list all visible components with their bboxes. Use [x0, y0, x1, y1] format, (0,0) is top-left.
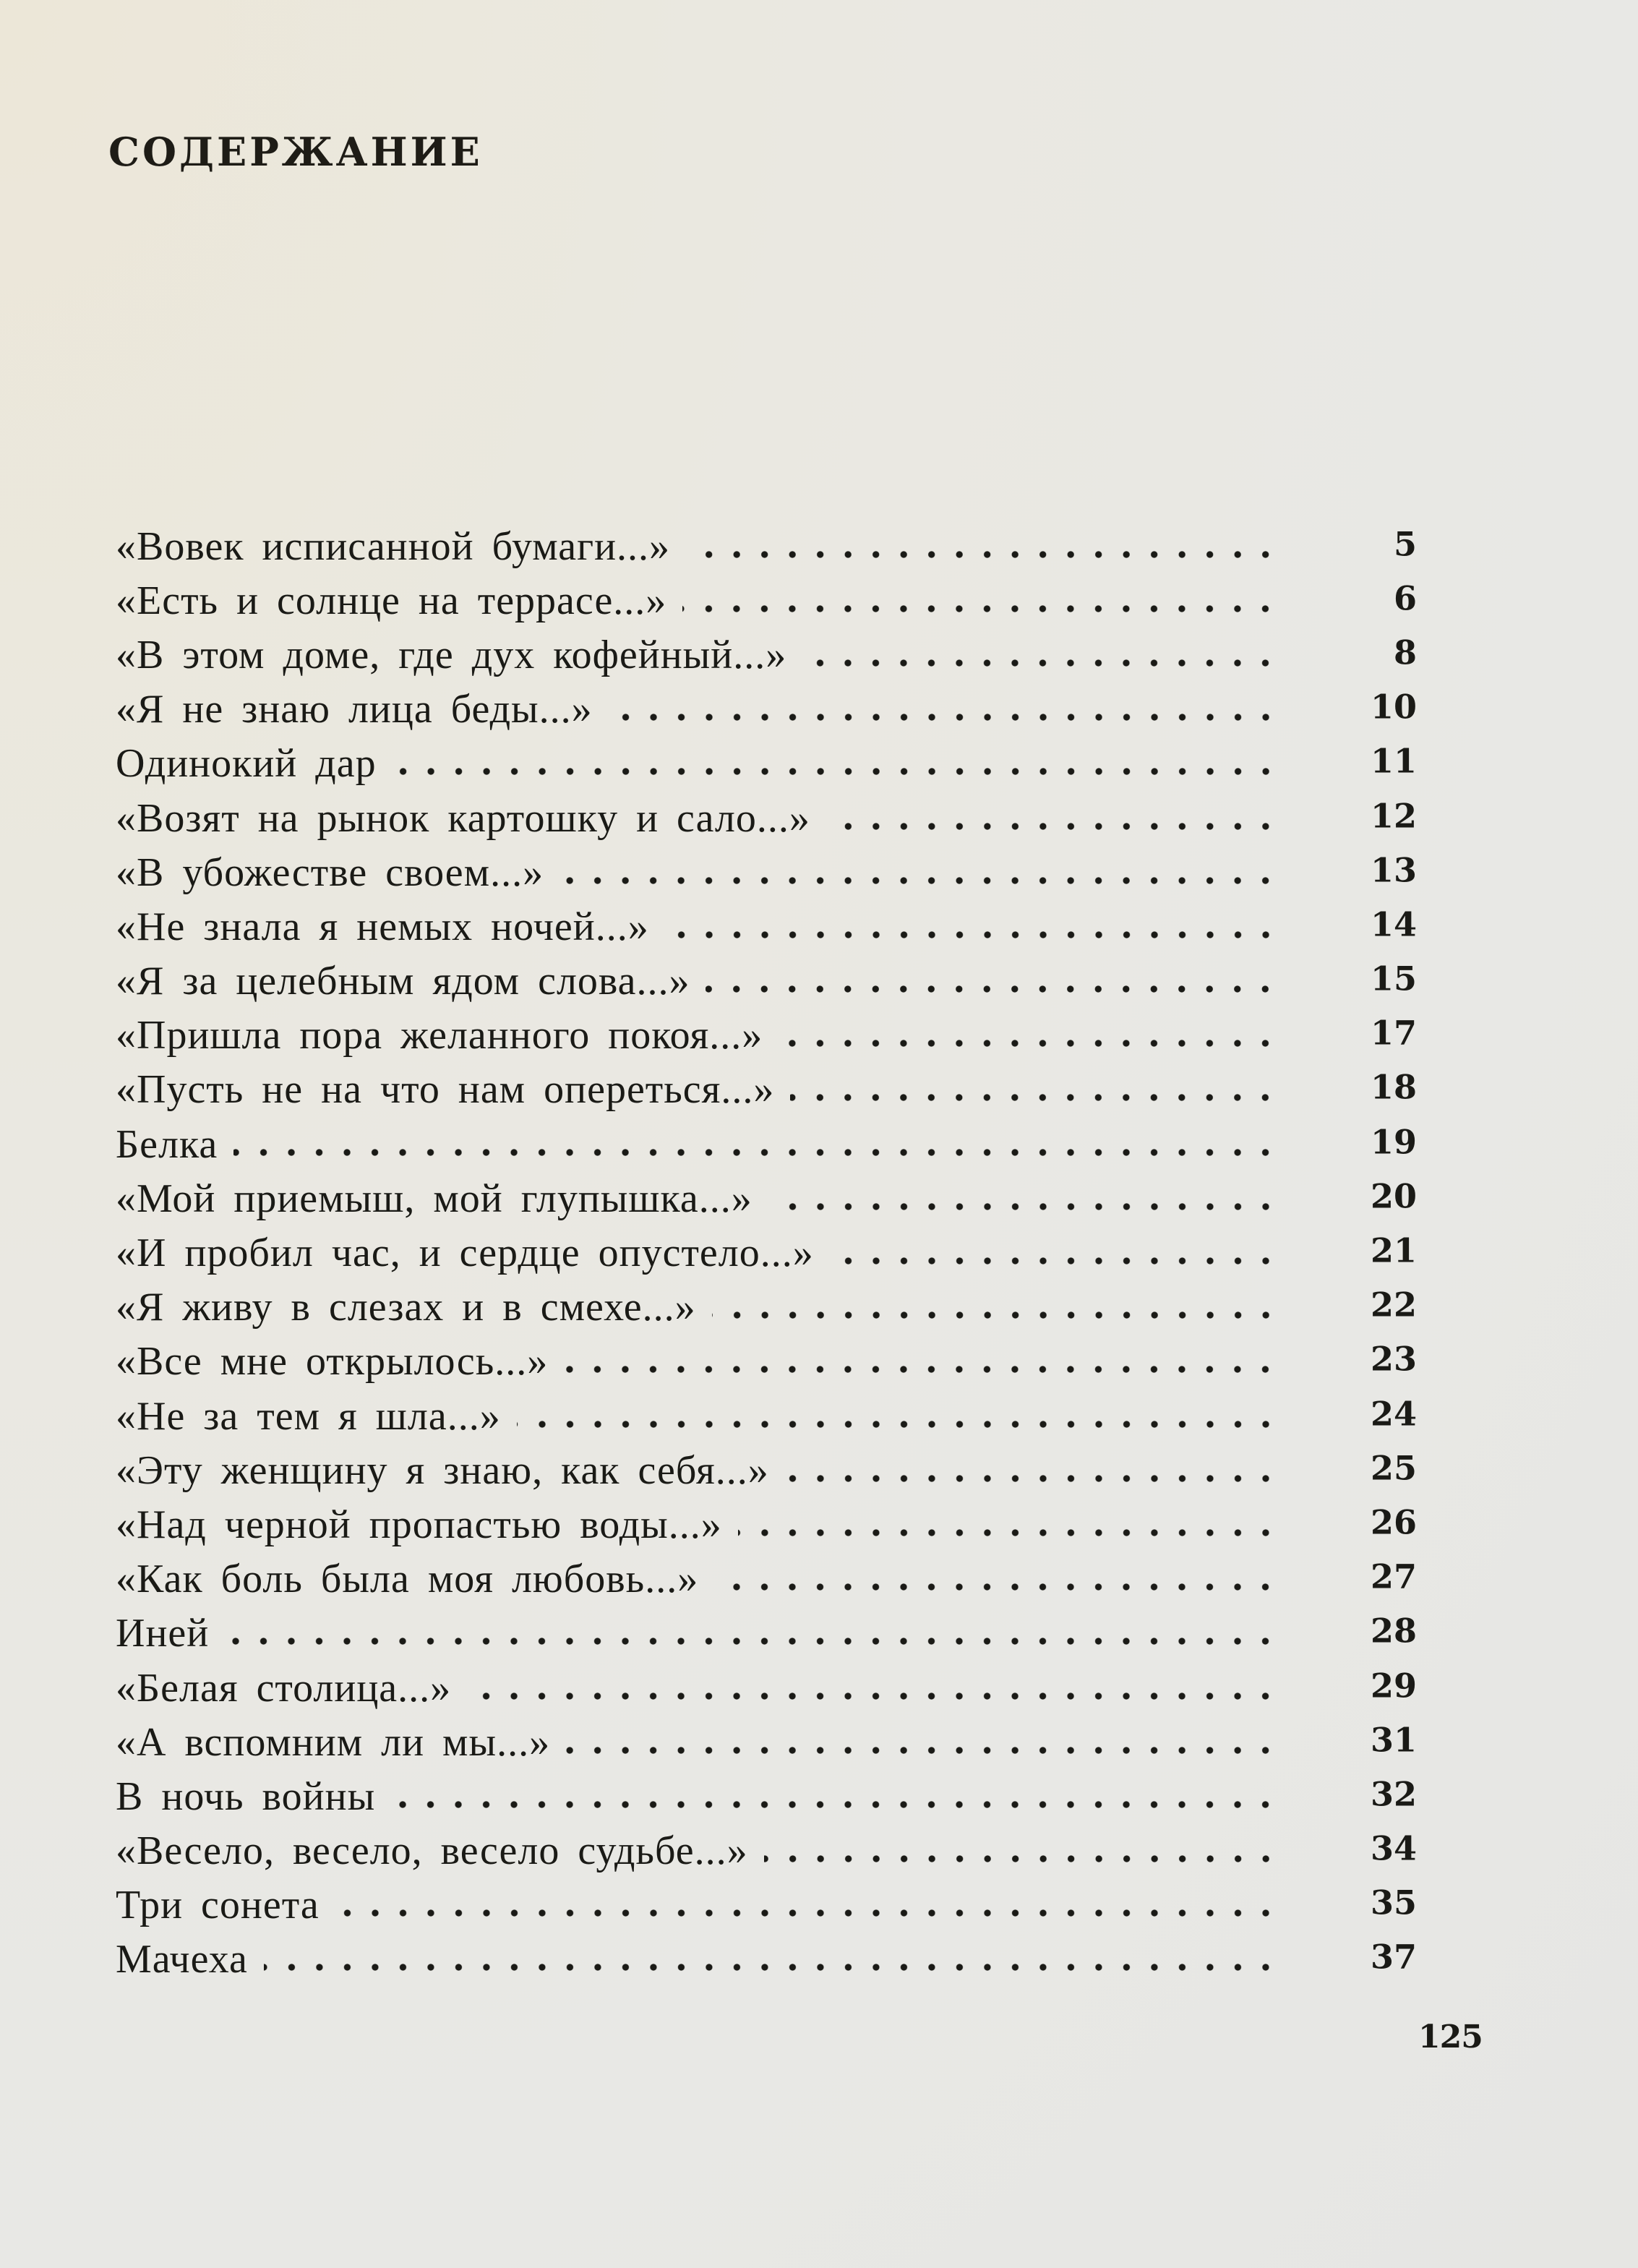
toc-entry[interactable]	[116, 1389, 1417, 1443]
toc-entry-page-number: 27	[1370, 1557, 1417, 1596]
dot-leader	[714, 1582, 1279, 1592]
toc-entry-page-number: 34	[1370, 1828, 1417, 1868]
dot-leader	[564, 1364, 1279, 1374]
toc-entry-title: «В этом доме, где дух кофейный...»	[116, 632, 787, 677]
toc-entry[interactable]	[116, 1443, 1417, 1497]
dot-leader	[335, 1908, 1279, 1918]
toc-entry-title-wrap	[116, 1939, 248, 1980]
toc-entry-page-number: 13	[1370, 850, 1417, 890]
dot-leader	[391, 1800, 1279, 1810]
toc-entry-title-wrap	[116, 1611, 210, 1656]
toc-entry-title: Белка	[116, 1121, 218, 1167]
toc-entry[interactable]	[116, 1606, 1417, 1661]
toc-entry[interactable]	[116, 1335, 1417, 1389]
toc-entry[interactable]	[116, 1878, 1417, 1933]
toc-entry-page-number: 5	[1393, 523, 1417, 563]
toc-entry-title: «Как боль была моя любовь...»	[116, 1557, 699, 1602]
toc-entry-title-wrap	[116, 1015, 763, 1056]
toc-entry-page-number: 32	[1370, 1774, 1417, 1814]
toc-entry-title-wrap	[116, 1339, 549, 1385]
toc-entry[interactable]	[116, 1661, 1417, 1715]
toc-entry-title: В ночь войны	[116, 1773, 376, 1819]
dot-leader	[768, 1202, 1279, 1212]
dot-leader	[233, 1147, 1279, 1157]
toc-entry-page-number: 37	[1370, 1937, 1417, 1977]
dot-leader	[559, 876, 1279, 886]
toc-entry-page-number: 8	[1393, 633, 1417, 672]
dot-leader	[738, 1528, 1279, 1538]
toc-entry-title: «Весело, весело, весело судьбе...»	[116, 1828, 748, 1874]
toc-entry[interactable]	[116, 954, 1417, 1009]
toc-entry-title: Иней	[116, 1611, 210, 1656]
toc-entry-page-number: 23	[1370, 1339, 1417, 1379]
dot-leader	[682, 604, 1279, 614]
toc-entry-title-wrap	[116, 1828, 748, 1874]
dot-leader	[706, 984, 1279, 994]
toc-entry-page-number: 11	[1370, 741, 1417, 781]
page-folio-number: 125	[1418, 2019, 1483, 2055]
toc-entry-title-wrap	[116, 1773, 376, 1819]
toc-entry-page-number: 15	[1370, 959, 1417, 998]
toc-entry-title: «Пришла пора желанного покоя...»	[116, 1013, 763, 1058]
toc-entry-title-wrap	[116, 904, 649, 949]
toc-entry-title: «Не за тем я шла...»	[116, 1393, 501, 1439]
toc-entry[interactable]	[116, 682, 1417, 737]
toc-entry-page-number: 17	[1370, 1013, 1417, 1053]
toc-entry-title-wrap	[116, 1231, 814, 1276]
toc-entry-page-number: 28	[1370, 1611, 1417, 1651]
toc-entry-page-number: 25	[1370, 1448, 1417, 1488]
toc-entry-title: Мачеха	[116, 1937, 248, 1982]
toc-entry-title-wrap	[116, 741, 377, 787]
toc-entry-page-number: 6	[1393, 578, 1417, 618]
toc-entry-title: «В убожестве своем...»	[116, 850, 544, 895]
toc-entry-title: «Пусть не на что нам опереться...»	[116, 1067, 775, 1113]
toc-entry-title-wrap	[116, 523, 671, 569]
toc-entry-title-wrap	[116, 1665, 452, 1711]
dot-leader	[686, 549, 1279, 560]
toc-entry-title-wrap	[116, 852, 544, 893]
toc-entry-title-wrap	[116, 1393, 501, 1439]
toc-entry-title-wrap	[116, 1178, 752, 1219]
toc-entry-title-wrap	[116, 1121, 218, 1167]
toc-entry[interactable]	[116, 1715, 1417, 1769]
toc-entry-title-wrap	[116, 1557, 699, 1602]
toc-entry-title: «Белая столица...»	[116, 1665, 452, 1711]
toc-entry-page-number: 31	[1370, 1720, 1417, 1760]
dot-leader	[609, 712, 1279, 722]
dot-leader	[826, 821, 1279, 831]
toc-entry-title: «Эту женщину я знаю, как себя...»	[116, 1447, 769, 1493]
toc-entry-title-wrap	[116, 1447, 769, 1493]
dot-leader	[802, 658, 1279, 668]
toc-entry-title-wrap	[116, 1285, 696, 1330]
toc-entry[interactable]	[116, 1933, 1417, 1987]
toc-entry-title-wrap	[116, 687, 593, 732]
toc-entry[interactable]	[116, 1009, 1417, 1063]
toc-entry-title: «Я не знаю лица беды...»	[116, 687, 593, 732]
toc-entry[interactable]	[116, 737, 1417, 791]
toc-entry[interactable]	[116, 1769, 1417, 1823]
toc-entry-page-number: 22	[1370, 1285, 1417, 1325]
dot-leader	[665, 930, 1279, 940]
toc-entry-page-number: 18	[1370, 1067, 1417, 1107]
dot-leader	[712, 1310, 1279, 1320]
toc-entry[interactable]	[116, 1280, 1417, 1335]
toc-entry-title-wrap	[116, 1067, 775, 1113]
toc-entry[interactable]	[116, 791, 1417, 845]
toc-entry-title: «Я живу в слезах и в смехе...»	[116, 1285, 696, 1330]
toc-entry-title-wrap	[116, 632, 787, 677]
toc-entry-page-number: 29	[1370, 1665, 1417, 1705]
toc-entry-page-number: 35	[1370, 1883, 1417, 1922]
toc-entry-title: Три сонета	[116, 1883, 320, 1928]
toc-entry-page-number: 14	[1370, 904, 1417, 944]
toc-entry[interactable]	[116, 1063, 1417, 1117]
toc-entry-page-number: 24	[1370, 1393, 1417, 1433]
dot-leader	[393, 766, 1279, 776]
toc-entry-title-wrap	[116, 578, 667, 623]
page-heading: СОДЕРЖАНИЕ	[108, 129, 483, 175]
toc-entry[interactable]	[116, 1171, 1417, 1225]
dot-leader	[785, 1473, 1279, 1484]
toc-entry-page-number: 12	[1370, 795, 1417, 835]
toc-entry[interactable]	[116, 1497, 1417, 1552]
toc-entry-page-number: 21	[1370, 1231, 1417, 1270]
toc-entry-page-number: 10	[1370, 687, 1417, 727]
dot-leader	[566, 1745, 1279, 1755]
toc-entry-title-wrap	[116, 1719, 551, 1765]
toc-entry[interactable]	[116, 628, 1417, 682]
toc-entry[interactable]	[116, 1225, 1417, 1280]
toc-entry-title: «Возят на рынок картошку и сало...»	[116, 795, 810, 841]
toc-entry-title-wrap	[116, 959, 690, 1004]
dot-leader	[225, 1636, 1279, 1646]
toc-entry-title: «Вовек исписанной бумаги...»	[116, 523, 671, 569]
toc-entry-title: Одинокий дар	[116, 741, 377, 787]
toc-entry-title: «А вспомним ли мы...»	[116, 1719, 551, 1765]
toc-entry-title-wrap	[116, 795, 810, 841]
dot-leader	[790, 1092, 1279, 1103]
toc-entry-title: «Все мне открылось...»	[116, 1339, 549, 1385]
dot-leader	[264, 1962, 1279, 1972]
toc-entry[interactable]	[116, 1552, 1417, 1606]
toc-entry[interactable]	[116, 845, 1417, 899]
toc-entry-page-number: 20	[1370, 1176, 1417, 1216]
dot-leader	[830, 1256, 1279, 1266]
toc-entry-title-wrap	[116, 1883, 320, 1928]
toc-entry-page-number: 19	[1370, 1121, 1417, 1161]
toc-entry[interactable]	[116, 899, 1417, 954]
toc-entry-title: «Над черной пропастью воды...»	[116, 1502, 722, 1547]
dot-leader	[467, 1691, 1279, 1701]
toc-entry-title: «Не знала я немых ночей...»	[116, 904, 649, 949]
dot-leader	[517, 1419, 1279, 1429]
toc-entry-title: «Есть и солнце на террасе...»	[116, 578, 667, 623]
dot-leader	[779, 1038, 1279, 1048]
toc-entry[interactable]	[116, 1824, 1417, 1878]
toc-entry-title: «И пробил час, и сердце опустело...»	[116, 1231, 814, 1276]
dot-leader	[764, 1854, 1279, 1864]
toc-entry-title: «Мой приемыш, мой глупышка...»	[116, 1176, 752, 1221]
toc-entry-title: «Я за целебным ядом слова...»	[116, 959, 690, 1004]
toc-entry[interactable]	[116, 573, 1417, 628]
toc-entry[interactable]	[116, 1117, 1417, 1171]
table-of-contents	[116, 519, 1417, 1987]
toc-entry[interactable]	[116, 519, 1417, 573]
toc-entry-page-number: 26	[1370, 1502, 1417, 1542]
toc-entry-title-wrap	[116, 1502, 722, 1547]
